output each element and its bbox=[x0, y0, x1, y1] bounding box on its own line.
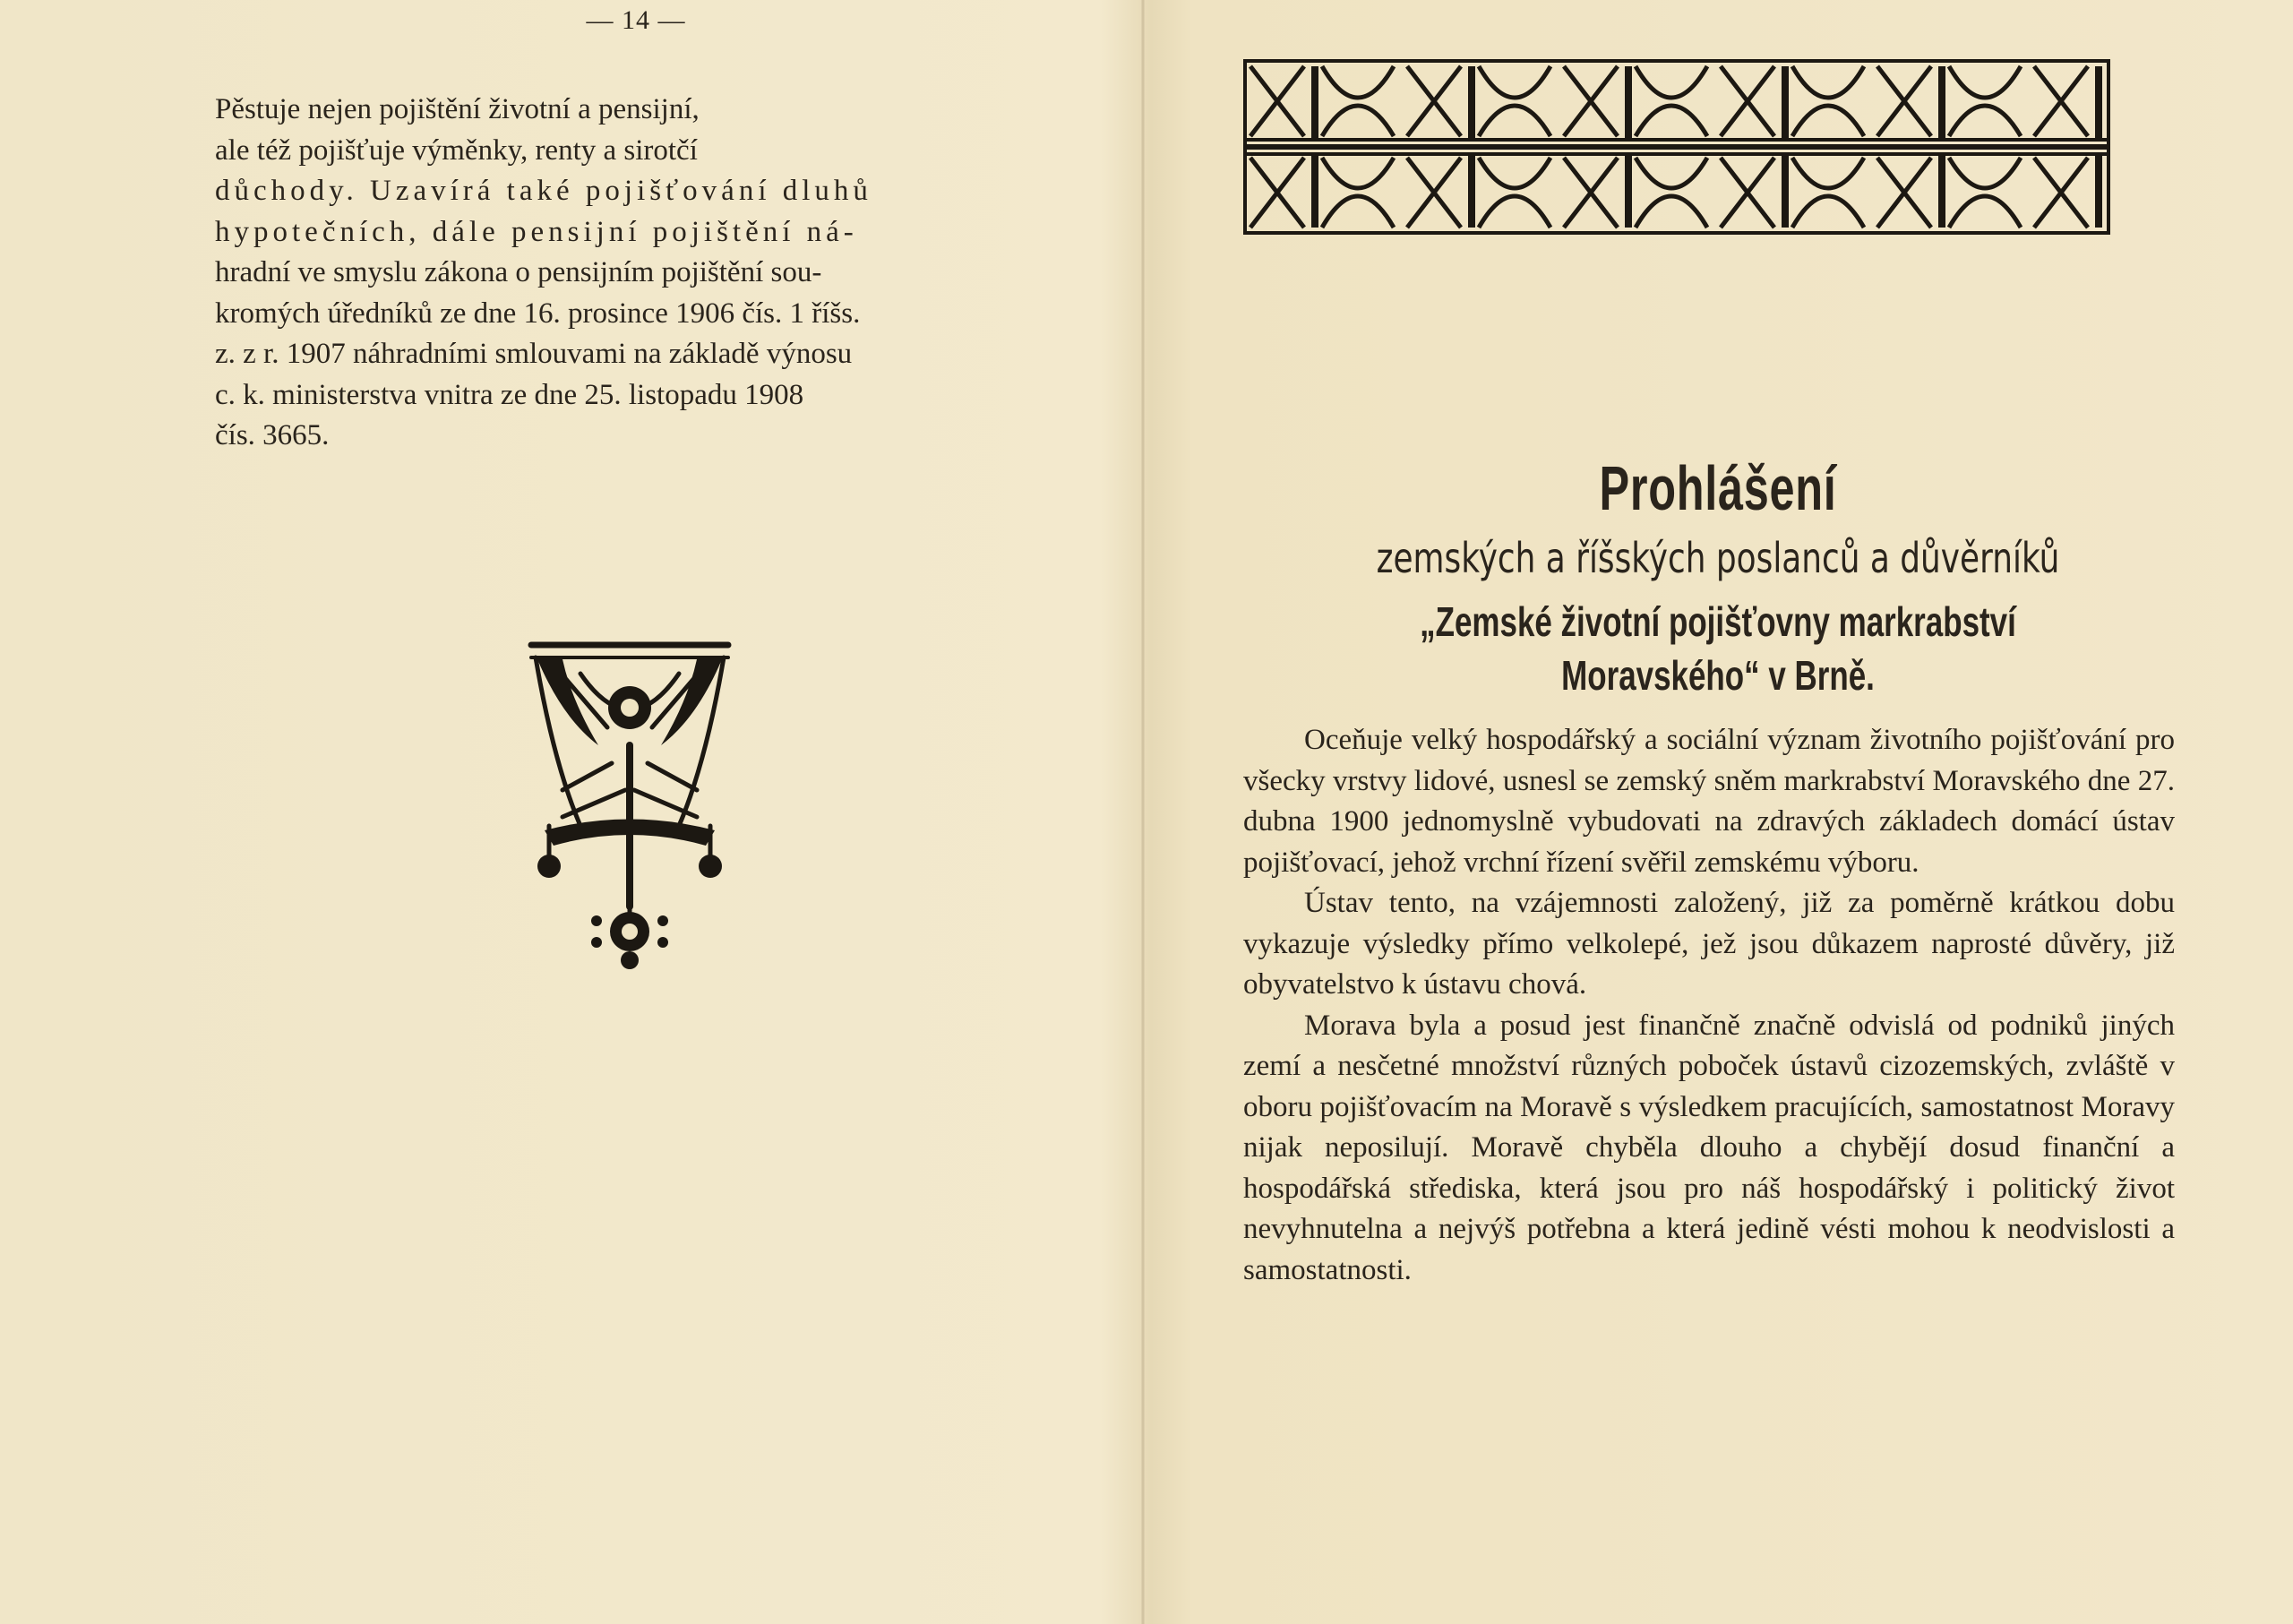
paragraph: Ústav tento, na vzájemnosti založený, již za poměrně krátkou dobu vykazuje výsledky přímo velkolepé, jež jsou důkazem naprosté důvěry, již obyvatelstvo k ústavu chová. bbox=[1243, 887, 2175, 1001]
paragraph-line: hypotečních, dále pensijní pojištění ná- bbox=[215, 215, 858, 248]
page-number: — 14 — bbox=[586, 5, 686, 35]
right-page bbox=[1145, 0, 2293, 1624]
declaration-section bbox=[1243, 450, 2193, 1291]
institution-name: „Zemské životní pojišťovny markrabství Moravského“ v Brně. bbox=[1420, 598, 2016, 699]
paragraph-line: c. k. ministerstva vnitra ze dne 25. listopadu 1908 bbox=[215, 378, 804, 411]
paragraph-line: Pěstuje nejen pojištění životní a pensijní, bbox=[215, 93, 700, 125]
page-subtitle: zemských a říšských poslanců a důvěrníků bbox=[1376, 534, 2060, 582]
art-nouveau-pendant-ornament bbox=[527, 638, 733, 969]
paragraph-line: čís. 3665. bbox=[215, 419, 330, 451]
left-paragraph bbox=[215, 90, 1057, 457]
paragraph-line: hradní ve smyslu zákona o pensijním pojištění sou- bbox=[215, 256, 822, 288]
paragraph-line: kromých úředníků ze dne 16. prosince 1906 čís. 1 říšs. bbox=[215, 296, 861, 330]
declaration-body bbox=[1243, 720, 2175, 1291]
page-title: Prohlášení bbox=[1599, 453, 1837, 523]
paragraph: Morava byla a posud jest finančně značně odvislá od podniků jiných zemí a nesčetné množství různých poboček ústavů cizozemských, zvláště v oboru pojišťovacím na Moravě s výsledkem pracujících, samostatnost Moravy nijak neposilují. Moravě chyběla dlouho a chybějí dosud finanční a hospodářská střediska, která jsou pro náš hospodářský i politický život nevyhnutelna a nejvýš potřebna a která jedině vésti mohou k neodvislosti a samostatnosti. bbox=[1243, 1009, 2175, 1286]
paragraph-line: ale též pojišťuje výměnky, renty a sirotčí bbox=[215, 133, 698, 167]
art-nouveau-band-ornament bbox=[1241, 57, 2112, 236]
paragraph: Oceňuje velký hospodářský a sociální význam životního pojišťování pro všecky vrstvy lidové, usnesl se zemský sněm markrabství Moravského dne 27. dubna 1900 jednomyslně vybudovati na zdravých základech domácí ústav pojišťovací, jehož vrchní řízení svěřil zemskému výboru. bbox=[1243, 724, 2175, 879]
left-page bbox=[0, 0, 1141, 1624]
paragraph-line: důchody. Uzavírá také pojišťování dluhů bbox=[215, 175, 872, 207]
paragraph-line: z. z r. 1907 náhradními smlouvami na základě výnosu bbox=[215, 338, 853, 370]
